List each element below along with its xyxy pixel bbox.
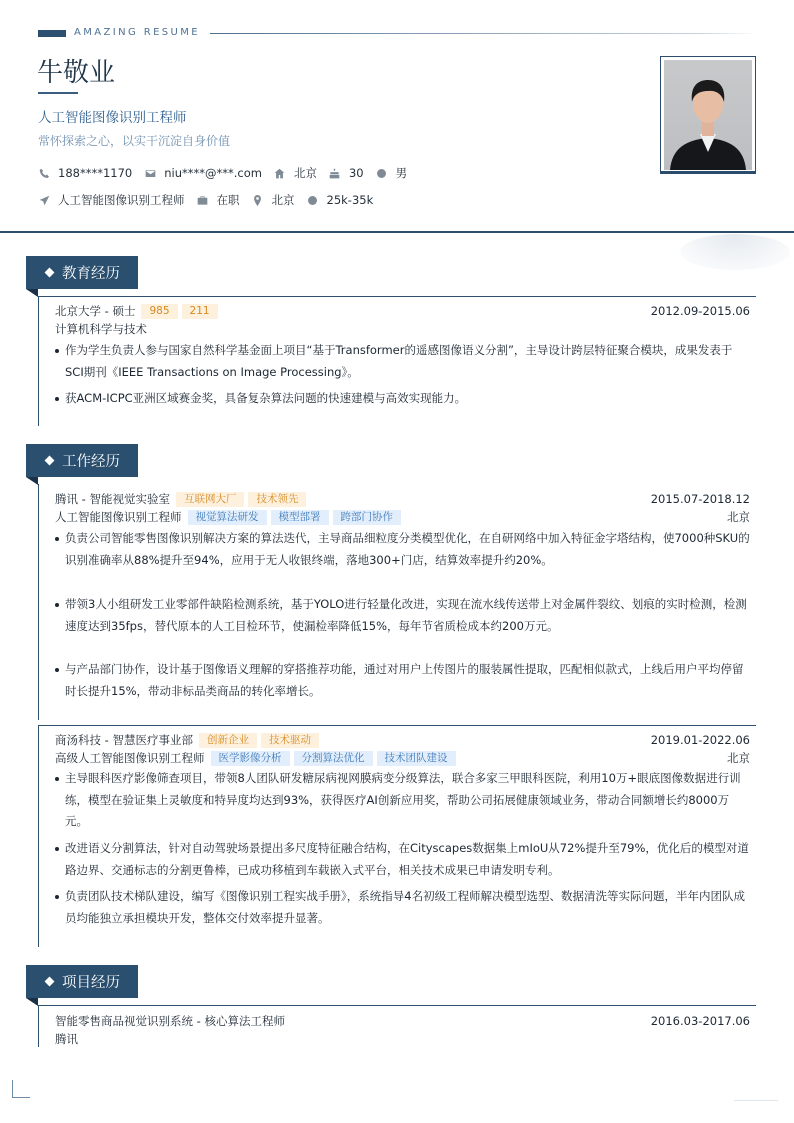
company-tag: 创新企业 [199, 733, 257, 748]
tag-985: 985 [141, 304, 177, 319]
company-tag: 互联网大厂 [176, 492, 245, 507]
work-bullet: 带领3人小组研发工业零部件缺陷检测系统，基于YOLO进行轻量化改进，实现在流水线传送带上对金属件裂纹、划痕的实时检测，检测速度达到35fps，替代原本的人工目检环节，使漏检率降低15%，每年节省质检成本约200万元。 [55, 594, 751, 637]
salary-text: 25k-35k [326, 193, 374, 207]
position-tag: 分割算法优化 [294, 751, 373, 766]
company-name: 商汤科技 - 智慧医疗事业部 [55, 733, 193, 747]
resume-label: AMAZING RESUME [74, 27, 200, 38]
home-icon [274, 167, 286, 179]
money-icon [307, 194, 319, 206]
page-footer-line [734, 1100, 778, 1101]
work-1-location: 北京 [727, 510, 750, 524]
work-2-date: 2019.01-2022.06 [650, 733, 750, 747]
age-text: 30 [348, 166, 364, 180]
project-title: 智能零售商品视觉识别系统 - 核心算法工程师 [55, 1014, 285, 1028]
mail-icon [144, 167, 156, 179]
position-name: 人工智能图像识别工程师 [55, 510, 182, 524]
profile-photo [660, 56, 756, 174]
education-major: 计算机科学与技术 [55, 322, 147, 336]
gender-text: 男 [395, 166, 408, 180]
position-tag: 技术团队建设 [377, 751, 456, 766]
candidate-name: 牛敬业 [37, 58, 116, 88]
work-1-date: 2015.07-2018.12 [650, 492, 750, 506]
name-underline [38, 92, 78, 94]
city-text: 北京 [293, 166, 317, 180]
email-item [144, 166, 262, 180]
city-item [274, 165, 317, 181]
gender-item [376, 165, 408, 181]
age-item [329, 166, 364, 180]
section-header-project [26, 965, 138, 998]
work-bullet: 负责团队技术梯队建设，编写《图像识别工程实战手册》，系统指导4名初级工程师解决模型选型、数据清洗等实际问题，半年内团队成员均能独立承担模块开发，整体交付效率提升显著。 [55, 886, 751, 929]
company-tag: 技术驱动 [261, 733, 319, 748]
position-tag: 模型部署 [271, 510, 329, 525]
position-tag: 跨部门协作 [333, 510, 402, 525]
education-bullet: 作为学生负责人参与国家自然科学基金面上项目“基于Transformer的遥感图像语义分割”，主导设计跨层特征聚合模块，成果发表于SCI期刊《IEEE Transactions on Image Processing》。 [55, 340, 751, 383]
phone-item [38, 166, 132, 180]
diamond-icon [45, 977, 55, 987]
phone-text: 188****1170 [58, 166, 133, 180]
section-title-project: 项目经历 [62, 975, 120, 991]
person-silhouette [664, 60, 752, 170]
diamond-icon [45, 268, 55, 278]
header-shadow [680, 234, 790, 270]
tab-fold [26, 289, 38, 297]
job-title: 人工智能图像识别工程师 [38, 110, 187, 126]
gender-icon [376, 167, 388, 179]
education-bullet: 获ACM-ICPC亚洲区域赛金奖，具备复杂算法问题的快速建模与高效实现能力。 [55, 388, 751, 410]
school-degree: 北京大学 - 硕士 [55, 304, 136, 318]
status-text: 在职 [216, 193, 240, 207]
tag-211: 211 [182, 304, 218, 319]
email-text: niu****@***.com [164, 166, 262, 180]
work-bullet: 主导眼科医疗影像筛查项目，带领8人团队研发糖尿病视网膜病变分级算法，联合多家三甲眼科医院，利用10万+眼底图像数据进行训练，模型在验证集上灵敏度和特异度均达到93%，获得医疗AI创新应用奖，帮助公司拓展健康领域业务，带动合同额增长约8000万元。 [55, 768, 751, 833]
work-2-company-row [55, 732, 319, 748]
section-header-work [26, 444, 138, 477]
page-corner-mark [12, 1080, 30, 1098]
position-tag: 医学影像分析 [211, 751, 290, 766]
work-2-location: 北京 [727, 751, 750, 765]
position-tag: 视觉算法研发 [188, 510, 267, 525]
target-city-text: 北京 [271, 193, 295, 207]
work-2-position-row [55, 750, 456, 766]
briefcase-icon [197, 194, 209, 206]
phone-icon [38, 167, 50, 179]
header-accent-bar [38, 30, 66, 37]
salary-item [307, 193, 374, 207]
project-company: 腾讯 [55, 1032, 78, 1046]
info-row-2 [38, 192, 385, 208]
project-date: 2016.03-2017.06 [650, 1014, 750, 1028]
location-pin-icon [252, 194, 264, 206]
work-bullet: 与产品部门协作，设计基于图像语义理解的穿搭推荐功能，通过对用户上传图片的服装属性提取，匹配相似款式，上线后用户平均停留时长提升15%，带动非标品类商品的转化率增长。 [55, 659, 751, 702]
send-icon [38, 194, 50, 206]
work-1-position-row [55, 509, 401, 525]
avatar [664, 60, 752, 170]
diamond-icon [45, 456, 55, 466]
info-row-1 [38, 165, 419, 181]
education-school-row [55, 303, 218, 319]
section-title-work: 工作经历 [62, 454, 120, 470]
target-position-text: 人工智能图像识别工程师 [58, 193, 185, 207]
header-line [210, 33, 758, 34]
position-name: 高级人工智能图像识别工程师 [55, 751, 205, 765]
tab-fold [26, 998, 38, 1006]
photo-bottom-bar [660, 171, 756, 174]
work-bullet: 负责公司智能零售图像识别解决方案的算法迭代，主导商品细粒度分类模型优化，在自研网络中加入特征金字塔结构，使7000种SKU的识别准确率从88%提升至94%，应用于无人收银终端，落地300+门店，结算效率提升约20%。 [55, 528, 751, 571]
target-city-item [252, 192, 295, 208]
target-position-item [38, 192, 185, 208]
header-divider [0, 231, 794, 233]
education-date: 2012.09-2015.06 [650, 304, 750, 318]
work-bullet: 改进语义分割算法，针对自动驾驶场景提出多尺度特征融合结构，在Cityscapes数据集上mIoU从72%提升至79%，优化后的模型对道路边界、交通标志的分割更鲁棒，已成功移植到车载嵌入式平台，相关技术成果已申请发明专利。 [55, 838, 751, 881]
cake-icon [329, 167, 341, 179]
tab-fold [26, 477, 38, 485]
work-1-company-row [55, 491, 306, 507]
section-title-education: 教育经历 [62, 266, 120, 282]
company-tag: 技术领先 [248, 492, 306, 507]
status-item [197, 192, 240, 208]
company-name: 腾讯 - 智能视觉实验室 [55, 492, 170, 506]
motto: 常怀探索之心，以实干沉淀自身价值 [38, 134, 231, 148]
section-header-education [26, 256, 138, 289]
